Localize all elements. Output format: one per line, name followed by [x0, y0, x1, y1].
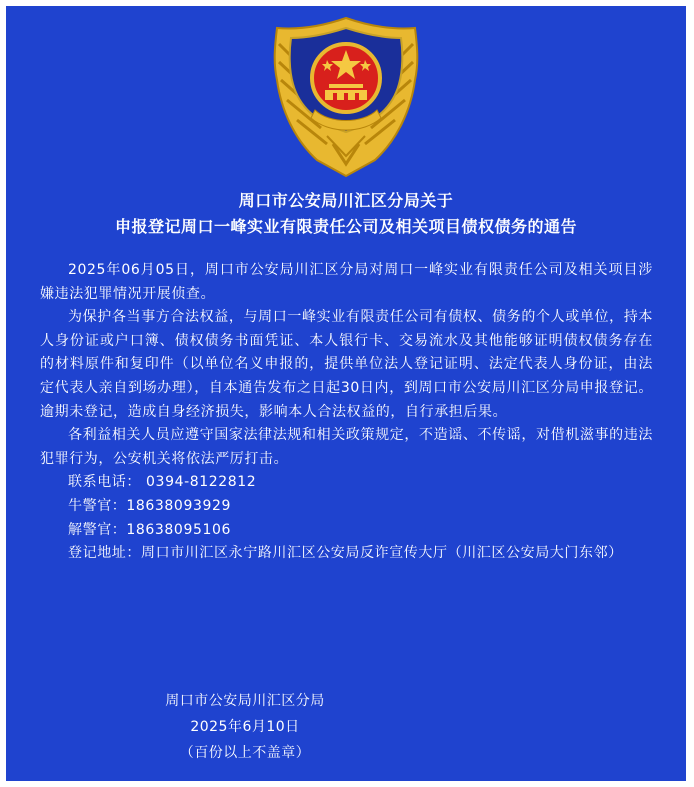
stamp-note: （百份以上不盖章）	[179, 745, 311, 761]
police-emblem-icon	[269, 14, 423, 180]
paragraph-registration: 为保护各当事方合法权益，与周口一峰实业有限责任公司有债权、债务的个人或单位，持本人身份证或户口簿、债权债务书面凭证、本人银行卡、交易流水及其他能够证明债权债务存在的材料原件和复印件（以单位名义申报的，提供单位法人登记证明、法定代表人身份证，由法定代表人亲自到场办理），自本通告发布之日起30日内，到周口市公安局川汇区分局申报登记。逾期未登记，造成自身经济损失，影响本人合法权益的，自行承担后果。	[40, 309, 653, 420]
issue-date: 2025年6月10日	[190, 719, 300, 735]
contact-phone: 联系电话： 0394-8122812	[68, 474, 257, 491]
notice-title-line1: 周口市公安局川汇区分局关于	[238, 191, 454, 210]
notice-title-line2: 申报登记周口一峰实业有限责任公司及相关项目债权债务的通告	[114, 217, 577, 236]
officer-xie-phone: 解警官：18638095106	[68, 521, 231, 538]
issuer-name: 周口市公安局川汇区分局	[165, 693, 325, 709]
paragraph-warning: 各利益相关人员应遵守国家法律法规和相关政策规定，不造谣、不传谣，对借机滋事的违法犯罪行为，公安机关将依法严厉打击。	[40, 427, 653, 467]
registration-address: 登记地址：周口市川汇区永宁路川汇区公安局反诈宣传大厅（川汇区公安局大门东邻）	[68, 545, 623, 562]
paragraph-investigation: 2025年06月05日，周口市公安局川汇区分局对周口一峰实业有限责任公司及相关项目涉嫌违法犯罪情况开展侦查。	[40, 262, 653, 302]
officer-niu-phone: 牛警官：18638093929	[68, 497, 231, 514]
notice-body	[40, 259, 653, 566]
notice-frame	[6, 6, 686, 781]
